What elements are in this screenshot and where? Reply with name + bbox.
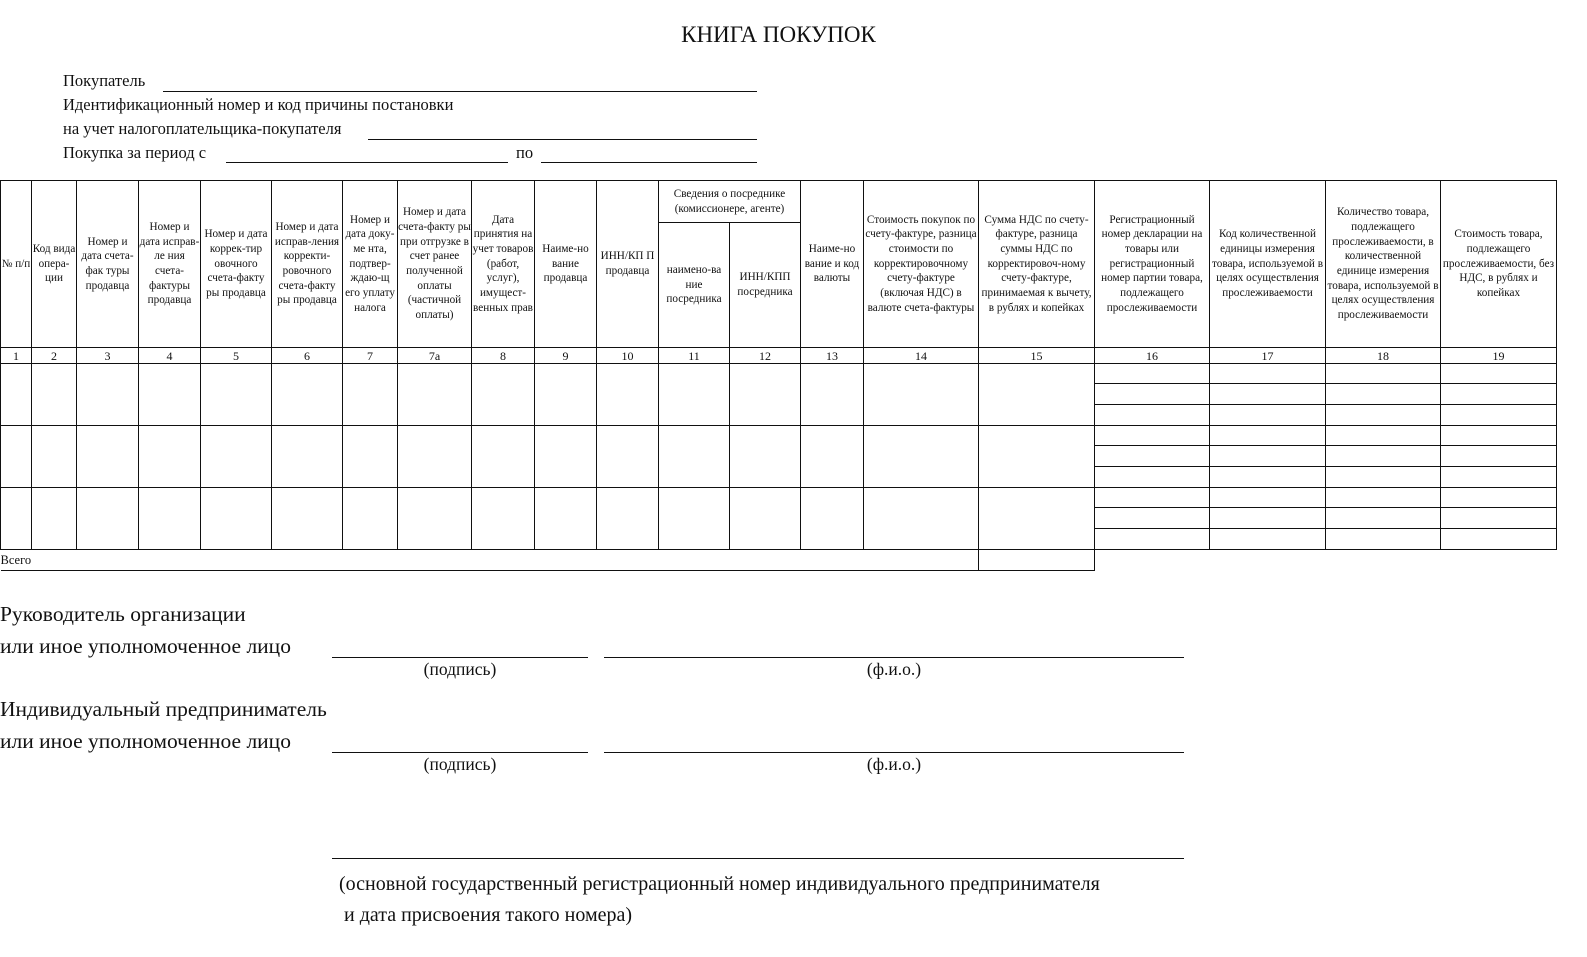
buyer-label: Покупатель xyxy=(63,71,146,90)
table-cell[interactable] xyxy=(1095,384,1210,405)
table-cell[interactable] xyxy=(1441,426,1557,446)
purchase-book-table xyxy=(0,180,1557,571)
header-advance-invoice: Номер и дата счета-факту ры при отгрузке в счет ранее полученной оплаты (частичной оплаты) xyxy=(398,181,472,348)
header-intermediary-inn-kpp: ИНН/КПП посредника xyxy=(730,223,801,348)
table-cell[interactable] xyxy=(201,364,272,426)
period-to-field[interactable] xyxy=(541,145,757,163)
table-cell[interactable] xyxy=(1095,508,1210,529)
table-cell[interactable] xyxy=(1,488,32,550)
table-row xyxy=(1,426,1557,446)
head-signature-field[interactable] xyxy=(332,640,588,658)
table-cell[interactable] xyxy=(597,364,659,426)
table-cell[interactable] xyxy=(472,364,535,426)
period-from-label: Покупка за период с xyxy=(63,143,207,162)
header-seller-name: Наиме-но вание продавца xyxy=(535,181,597,348)
header-declaration-number: Регистрационный номер декларации на товары или регистрационный номер партии товара, подлежащего прослеживаемости xyxy=(1095,181,1210,348)
column-number: 9 xyxy=(535,348,597,364)
table-cell[interactable] xyxy=(1210,446,1326,467)
table-cell[interactable] xyxy=(1326,364,1441,384)
table-cell[interactable] xyxy=(1210,508,1326,529)
table-cell[interactable] xyxy=(1326,508,1441,529)
table-row xyxy=(1,488,1557,508)
table-cell[interactable] xyxy=(77,426,139,488)
column-number: 12 xyxy=(730,348,801,364)
table-cell[interactable] xyxy=(1,426,32,488)
period-to-label: по xyxy=(516,143,534,162)
column-number: 2 xyxy=(32,348,77,364)
header-corrective-invoice-number: Номер и дата коррек-тир овочного счета-факту ры продавца xyxy=(201,181,272,348)
column-number: 15 xyxy=(979,348,1095,364)
table-cell[interactable] xyxy=(343,364,398,426)
column-number: 17 xyxy=(1210,348,1326,364)
table-cell[interactable] xyxy=(472,488,535,550)
header-purchase-cost: Стоимость покупок по счету-фактуре, разница стоимости по корректировочному счету-фактуре (включая НДС) в валюте счета-фактуры xyxy=(864,181,979,348)
header-unit-code: Код количественной единицы измерения товара, используемой в целях осуществления прослеживаемости xyxy=(1210,181,1326,348)
head-name-caption: (ф.и.о.) xyxy=(866,659,922,679)
ogrnip-caption-line1: (основной государственный регистрационный номер индивидуального предпринимателя xyxy=(339,873,1100,895)
header-acceptance-date: Дата принятия на учет товаров (работ, услуг), имущест-венных прав xyxy=(472,181,535,348)
ip-name-field[interactable] xyxy=(604,735,1184,753)
table-cell[interactable] xyxy=(1441,364,1557,384)
total-label: Всего xyxy=(1,550,979,571)
ip-signature-field[interactable] xyxy=(332,735,588,753)
column-number: 16 xyxy=(1095,348,1210,364)
table-row xyxy=(1,364,1557,384)
table-cell[interactable] xyxy=(1095,488,1210,508)
table-cell[interactable] xyxy=(1210,529,1326,550)
table-cell[interactable] xyxy=(32,426,77,488)
table-cell[interactable] xyxy=(1095,405,1210,426)
table-cell[interactable] xyxy=(1441,446,1557,467)
column-number: 11 xyxy=(659,348,730,364)
table-cell[interactable] xyxy=(1095,426,1210,446)
ogrnip-caption-line2: и дата присвоения такого номера) xyxy=(344,904,633,926)
header-invoice-correction-number: Номер и дата исправ-ле ния счета-фактуры продавца xyxy=(139,181,201,348)
table-cell[interactable] xyxy=(1210,384,1326,405)
table-cell[interactable] xyxy=(272,364,343,426)
table-cell[interactable] xyxy=(1441,488,1557,508)
header-seller-inn-kpp: ИНН/КП П продавца xyxy=(597,181,659,348)
table-cell[interactable] xyxy=(398,488,472,550)
header-invoice-number-date: Номер и дата счета-фак туры продавца xyxy=(77,181,139,348)
total-empty xyxy=(1095,550,1557,571)
table-cell[interactable] xyxy=(1326,529,1441,550)
column-number-row xyxy=(1,348,1557,364)
table-cell[interactable] xyxy=(1095,446,1210,467)
table-cell[interactable] xyxy=(201,488,272,550)
column-number: 7 xyxy=(343,348,398,364)
header-intermediary-group: Сведения о посреднике (комиссионере, агенте) xyxy=(659,181,801,223)
table-cell[interactable] xyxy=(1441,405,1557,426)
table-cell[interactable] xyxy=(1326,405,1441,426)
table-cell[interactable] xyxy=(272,488,343,550)
ip-label-line1: Индивидуальный предприниматель xyxy=(0,697,327,721)
table-cell[interactable] xyxy=(1441,467,1557,488)
header-intermediary-name: наимено-ва ние посредника xyxy=(659,223,730,348)
ip-signature-caption: (подпись) xyxy=(423,754,497,774)
table-cell[interactable] xyxy=(1095,364,1210,384)
inn-kpp-label-line2: на учет налогоплательщика-покупателя xyxy=(63,119,342,138)
column-number: 4 xyxy=(139,348,201,364)
table-cell[interactable] xyxy=(1210,467,1326,488)
column-number: 13 xyxy=(801,348,864,364)
ip-name-caption: (ф.и.о.) xyxy=(866,754,922,774)
table-cell[interactable] xyxy=(979,488,1095,550)
table-cell[interactable] xyxy=(139,364,201,426)
column-number: 6 xyxy=(272,348,343,364)
table-cell[interactable] xyxy=(1210,488,1326,508)
column-number: 14 xyxy=(864,348,979,364)
table-cell[interactable] xyxy=(139,426,201,488)
table-cell[interactable] xyxy=(1210,364,1326,384)
table-cell[interactable] xyxy=(535,426,597,488)
table-cell[interactable] xyxy=(1326,384,1441,405)
table-cell[interactable] xyxy=(730,426,801,488)
column-number: 5 xyxy=(201,348,272,364)
table-cell[interactable] xyxy=(730,488,801,550)
table-cell[interactable] xyxy=(77,488,139,550)
column-number: 1 xyxy=(1,348,32,364)
table-cell[interactable] xyxy=(864,426,979,488)
column-number: 19 xyxy=(1441,348,1557,364)
table-cell[interactable] xyxy=(801,364,864,426)
table-cell[interactable] xyxy=(659,426,730,488)
inn-kpp-field[interactable] xyxy=(368,121,757,140)
period-from-field[interactable] xyxy=(226,145,508,163)
table-cell[interactable] xyxy=(730,364,801,426)
table-cell[interactable] xyxy=(201,426,272,488)
head-label-line2: или иное уполномоченное лицо xyxy=(0,634,291,658)
table-cell[interactable] xyxy=(398,364,472,426)
table-cell[interactable] xyxy=(472,426,535,488)
table-cell[interactable] xyxy=(597,426,659,488)
table-cell[interactable] xyxy=(1095,467,1210,488)
table-cell[interactable] xyxy=(1441,384,1557,405)
header-row-number: № п/п xyxy=(1,181,32,348)
head-signature-caption: (подпись) xyxy=(423,659,497,679)
table-cell[interactable] xyxy=(1095,529,1210,550)
column-number: 3 xyxy=(77,348,139,364)
table-cell[interactable] xyxy=(398,426,472,488)
header-currency: Наиме-но вание и код валюты xyxy=(801,181,864,348)
table-cell[interactable] xyxy=(864,488,979,550)
table-cell[interactable] xyxy=(864,364,979,426)
table-cell[interactable] xyxy=(1326,446,1441,467)
column-number: 10 xyxy=(597,348,659,364)
table-cell[interactable] xyxy=(659,364,730,426)
table-cell[interactable] xyxy=(1441,508,1557,529)
header-traceable-quantity: Количество товара, подлежащего прослеживаемости, в количественной единице измерения товара, используемой в целях осуществления прослеживаемости xyxy=(1326,181,1441,348)
ip-label-line2: или иное уполномоченное лицо xyxy=(0,729,291,753)
table-cell[interactable] xyxy=(343,488,398,550)
total-vat-cell[interactable] xyxy=(979,550,1095,571)
table-cell[interactable] xyxy=(32,364,77,426)
buyer-field[interactable] xyxy=(163,73,757,92)
header-corrective-invoice-correction: Номер и дата исправ-ления корректи-ровочного счета-факту ры продавца xyxy=(272,181,343,348)
header-traceable-cost: Стоимость товара, подлежащего прослеживаемости, без НДС, в рублях и копейках xyxy=(1441,181,1557,348)
table-cell[interactable] xyxy=(343,426,398,488)
table-cell[interactable] xyxy=(272,426,343,488)
table-cell[interactable] xyxy=(979,364,1095,426)
table-cell[interactable] xyxy=(1210,405,1326,426)
table-cell[interactable] xyxy=(801,488,864,550)
column-number: 7а xyxy=(398,348,472,364)
table-cell[interactable] xyxy=(597,488,659,550)
table-cell[interactable] xyxy=(1210,426,1326,446)
table-cell[interactable] xyxy=(32,488,77,550)
table-cell[interactable] xyxy=(659,488,730,550)
table-cell[interactable] xyxy=(1326,426,1441,446)
head-name-field[interactable] xyxy=(604,640,1184,658)
table-cell[interactable] xyxy=(77,364,139,426)
header-tax-payment-document: Номер и дата доку-ме нта, подтвер-ждаю-щ его уплату налога xyxy=(343,181,398,348)
ogrnip-field[interactable] xyxy=(332,840,1184,859)
table-cell[interactable] xyxy=(1326,467,1441,488)
column-number: 18 xyxy=(1326,348,1441,364)
column-number: 8 xyxy=(472,348,535,364)
table-cell[interactable] xyxy=(139,488,201,550)
table-cell[interactable] xyxy=(1326,488,1441,508)
table-cell[interactable] xyxy=(1,364,32,426)
table-cell[interactable] xyxy=(535,364,597,426)
inn-kpp-label-line1: Идентификационный номер и код причины постановки xyxy=(63,95,454,114)
table-cell[interactable] xyxy=(979,426,1095,488)
header-operation-code: Код вида опера-ции xyxy=(32,181,77,348)
document-title: КНИГА ПОКУПОК xyxy=(681,22,876,47)
table-cell[interactable] xyxy=(801,426,864,488)
table-cell[interactable] xyxy=(1441,529,1557,550)
header-vat-amount: Сумма НДС по счету-фактуре, разница суммы НДС по корректировоч-ному счету-фактуре, принимаемая к вычету, в рублях и копейках xyxy=(979,181,1095,348)
total-row xyxy=(1,550,1557,571)
head-label-line1: Руководитель организации xyxy=(0,602,246,626)
table-cell[interactable] xyxy=(535,488,597,550)
